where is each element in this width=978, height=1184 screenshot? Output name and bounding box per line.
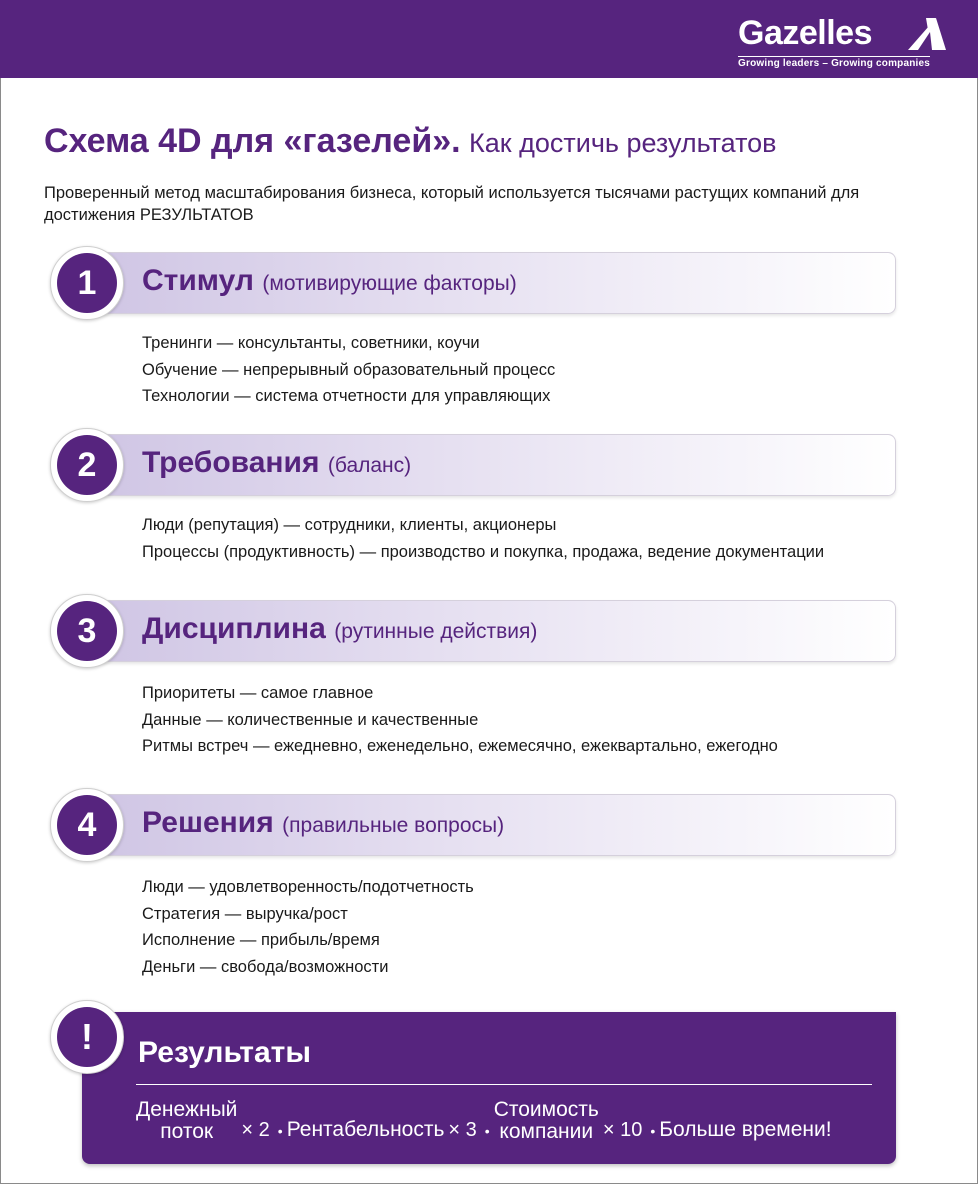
step-number-badge (50, 246, 124, 320)
formula-term-line: поток (160, 1120, 214, 1143)
logo-wordmark: Gazelles (738, 14, 872, 52)
list-item: Исполнение — прибыль/время (142, 931, 380, 949)
formula-term-line: компании (499, 1120, 594, 1143)
exclamation-icon: ! (57, 1007, 117, 1067)
step-subtitle: (баланс) (327, 454, 412, 477)
step-1-items (142, 330, 555, 410)
step-title: Требования (142, 446, 320, 479)
formula-multiplier: × 3 (448, 1119, 477, 1141)
list-item: Люди — удовлетворенность/подотчетность (142, 878, 474, 896)
list-item: Деньги — свобода/возможности (142, 957, 389, 976)
formula-separator: • (650, 1123, 656, 1139)
step-number: 3 (57, 601, 117, 661)
title-subtitle: Как достичь результатов (469, 128, 777, 158)
step-heading (142, 446, 411, 480)
step-number-badge (50, 428, 124, 502)
step-title: Дисциплина (142, 612, 326, 645)
page-title (44, 122, 777, 161)
results-panel (50, 1000, 898, 1166)
step-number: 2 (57, 435, 117, 495)
results-divider (136, 1084, 872, 1085)
step-3-items (142, 680, 778, 760)
step-number-badge (50, 594, 124, 668)
list-item: Приоритеты — самое главное (142, 684, 374, 702)
title-main: Схема 4D для «газелей». (44, 122, 461, 160)
list-item: Процессы (продуктивность) — производство и покупка, продажа, ведение документации (142, 542, 825, 561)
step-heading (142, 612, 537, 646)
gazelle-icon (906, 16, 948, 52)
formula-term-cash-flow (136, 1099, 237, 1143)
list-item: Обучение — непрерывный образовательный процесс (142, 360, 556, 379)
step-subtitle: (правильные вопросы) (282, 814, 505, 837)
formula-term-more-time: Больше времени! (659, 1118, 832, 1141)
step-number-badge (50, 788, 124, 862)
formula-multiplier: × 2 (241, 1119, 270, 1141)
step-number: 4 (57, 795, 117, 855)
formula-multiplier: × 10 (602, 1119, 643, 1141)
list-item: Люди (репутация) — сотрудники, клиенты, акционеры (142, 516, 557, 534)
list-item: Ритмы встреч — ежедневно, еженедельно, ежемесячно, ежеквартально, ежегодно (142, 737, 778, 755)
step-subtitle: (мотивирующие факторы) (262, 272, 517, 295)
intro-text: Проверенный метод масштабирования бизнеса, который используется тысячами растущих компаний для достижения РЕЗУЛЬТАТОВ (44, 184, 860, 224)
list-item: Стратегия — выручка/рост (142, 904, 348, 923)
step-title: Решения (142, 806, 274, 839)
logo-tagline: Growing leaders – Growing companies (738, 58, 931, 69)
gazelles-logo (738, 14, 948, 70)
formula-term-profitability: Рентабельность (286, 1118, 445, 1141)
step-2-items (142, 512, 824, 565)
results-badge (50, 1000, 124, 1074)
step-heading (142, 264, 517, 298)
step-number: 1 (57, 253, 117, 313)
formula-separator: • (484, 1123, 490, 1139)
list-item: Технологии — система отчетности для управляющих (142, 387, 551, 405)
formula-separator: • (277, 1123, 283, 1139)
step-title: Стимул (142, 264, 254, 297)
step-subtitle: (рутинные действия) (334, 620, 538, 643)
step-heading (142, 806, 504, 840)
formula-term-company-value (494, 1099, 599, 1143)
list-item: Данные — количественные и качественные (142, 710, 479, 729)
step-4-items (142, 874, 474, 980)
results-title: Результаты (138, 1036, 311, 1069)
formula-term-line: Денежный (136, 1098, 238, 1121)
header-bar (0, 0, 978, 78)
list-item: Тренинги — консультанты, советники, коучи (142, 334, 480, 352)
results-formula (136, 1096, 876, 1146)
formula-term-line: Стоимость (493, 1098, 599, 1121)
